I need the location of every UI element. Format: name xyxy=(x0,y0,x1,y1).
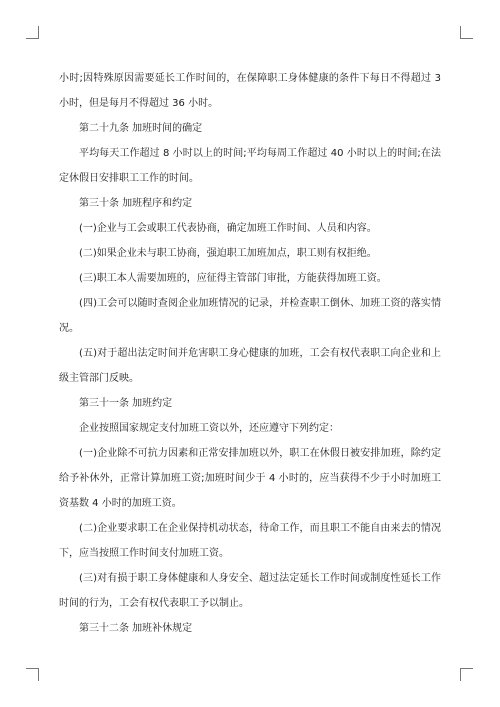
article-30-item-3: (三)职工本人需要加班的，应征得主管部门审批，方能获得加班工资。 xyxy=(79,273,387,284)
article-30-item-4: (四)工会可以随时查阅企业加班情况的记录，并检查职工倒休、加班工资的落实情况。 xyxy=(59,298,441,334)
article-29-body: 平均每天工作超过 8 小时以上的时间;平均每周工作超过 40 小时以上的时间;在法定休假日安排职工工作的时间。 xyxy=(59,148,441,184)
article-30-item-5: (五)对于超出法定时间并危害职工身心健康的加班，工会有权代表职工向企业和上级主管部门反映。 xyxy=(59,348,441,384)
crop-mark-top-right xyxy=(460,26,473,39)
crop-mark-bottom-left xyxy=(26,668,39,681)
article-30-item-1: (一)企业与工会或职工代表协商，确定加班工作时间、人员和内容。 xyxy=(79,223,377,234)
paragraph-continuation: 小时;因特殊原因需要延长工作时间的，在保障职工身体健康的条件下每日不得超过 3 小时，但是每月不得超过 36 小时。 xyxy=(59,73,441,109)
article-31-item-2: (二)企业要求职工在企业保持机动状态，待命工作，而且职工不能自由来去的情况下，应当按照工作时间支付加班工资。 xyxy=(59,523,441,559)
article-32-heading: 第三十二条 加班补休规定 xyxy=(79,623,193,634)
crop-mark-top-left xyxy=(26,26,39,39)
article-29-heading: 第二十九条 加班时间的确定 xyxy=(79,123,203,134)
article-30-item-2: (二)如果企业未与职工协商，强迫职工加班加点，职工则有权拒绝。 xyxy=(79,248,377,259)
crop-mark-bottom-right xyxy=(460,668,473,681)
article-31-item-3: (三)对有损于职工身体健康和人身安全、超过法定延长工作时间或制度性延长工作时间的行为，工会有权代表职工予以制止。 xyxy=(59,573,441,609)
document-body xyxy=(59,66,441,641)
article-31-heading: 第三十一条 加班约定 xyxy=(79,398,173,409)
article-30-heading: 第三十条 加班程序和约定 xyxy=(79,198,193,209)
article-31-item-1: (一)企业除不可抗力因素和正常安排加班以外，职工在休假日被安排加班，除约定给予补休外，正常计算加班工资;加班时间少于 4 小时的，应当获得不少于小时加班工资基数 4 小时的加班工资。 xyxy=(59,448,441,509)
article-31-intro: 企业按照国家规定支付加班工资以外，还应遵守下列约定： xyxy=(79,423,339,434)
